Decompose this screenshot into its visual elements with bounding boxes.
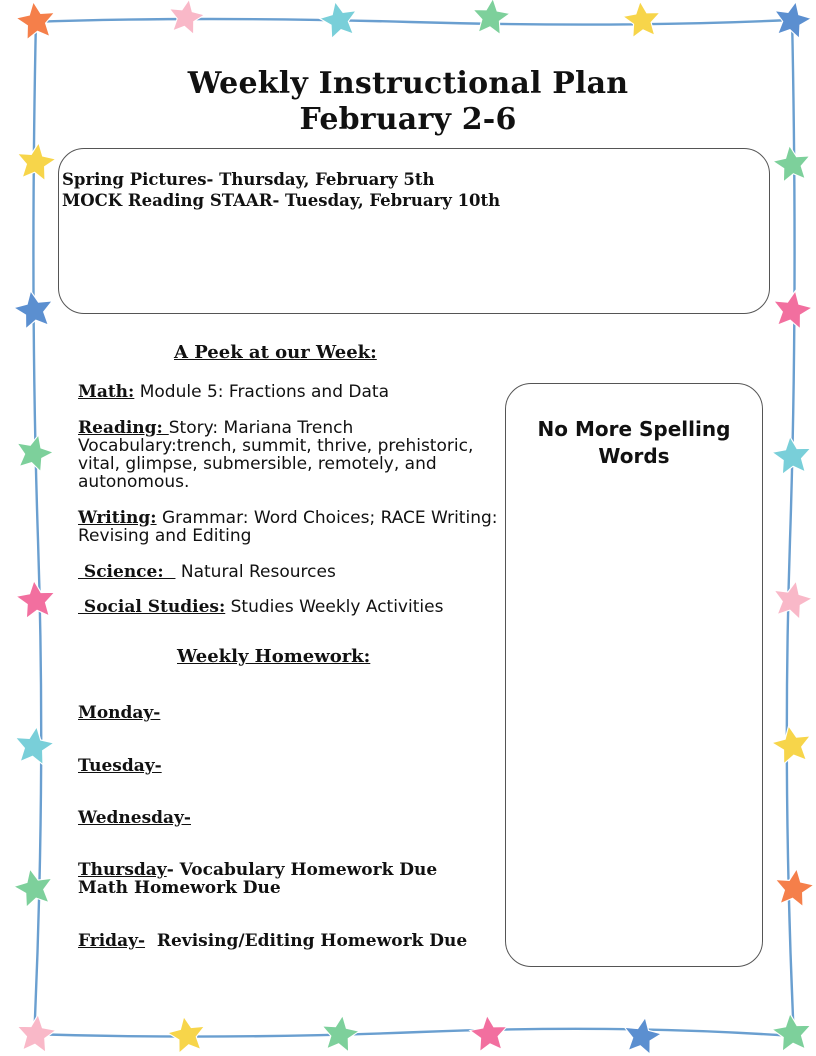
- spelling-title: [505, 416, 763, 470]
- subject-social-studies: [78, 598, 498, 616]
- day-text: - Vocabulary Homework Due: [166, 860, 438, 880]
- spelling-title-line2: Words: [598, 444, 670, 468]
- border-line-top: [30, 19, 790, 25]
- star-icon: [771, 1012, 814, 1053]
- star-icon: [15, 579, 58, 620]
- subject-label: Math:: [78, 382, 135, 402]
- star-icon: [772, 866, 816, 908]
- star-icon: [771, 143, 813, 183]
- subject-text: Natural Resources: [175, 562, 336, 582]
- star-icon: [770, 287, 815, 330]
- spelling-title-line1: No More Spelling: [537, 417, 731, 441]
- homework-thursday: [78, 861, 437, 897]
- star-icon: [14, 0, 58, 41]
- homework-heading: Weekly Homework:: [177, 646, 371, 667]
- star-icon: [319, 1013, 361, 1053]
- star-icon: [11, 287, 56, 330]
- subject-math: [78, 383, 498, 401]
- subject-text: Studies Weekly Activities: [225, 597, 444, 617]
- homework-tuesday: [78, 757, 162, 775]
- border-line-bottom: [28, 1029, 792, 1037]
- subject-text: Story: Mariana Trench Vocabulary:trench, summit, thrive, prehistoric, vital, glimpse, submersible, remotely, and autonomous.: [78, 418, 474, 492]
- peek-heading: A Peek at our Week:: [174, 342, 377, 363]
- subject-text: Grammar: Word Choices; RACE Writing: Revising and Editing: [78, 508, 498, 546]
- subject-reading: [78, 419, 498, 491]
- subject-writing: [78, 509, 498, 545]
- homework-friday: [78, 932, 467, 950]
- star-icon: [771, 435, 814, 476]
- star-icon: [471, 0, 512, 35]
- star-icon: [166, 0, 207, 36]
- star-icon: [15, 1013, 58, 1054]
- announcement-item: MOCK Reading STAAR- Tuesday, February 10th: [62, 191, 501, 210]
- spelling-box: [505, 383, 763, 967]
- page-subtitle-dates: February 2-6: [299, 102, 517, 137]
- day-text-line2: Math Homework Due: [78, 878, 281, 898]
- subject-label: Reading:: [78, 418, 169, 438]
- star-icon: [621, 0, 662, 38]
- day-label: Friday-: [78, 931, 146, 951]
- star-icon: [468, 1013, 509, 1052]
- subject-label: Social Studies:: [78, 597, 226, 617]
- page-title: Weekly Instructional Plan: [187, 66, 629, 101]
- border-line-right: [787, 16, 795, 1040]
- day-label: Wednesday-: [78, 808, 191, 828]
- subject-label: Science:: [78, 562, 176, 582]
- star-icon: [14, 140, 58, 182]
- star-icon: [12, 430, 57, 473]
- star-icon: [12, 724, 56, 766]
- homework-monday: [78, 704, 160, 722]
- star-icon: [11, 865, 57, 909]
- day-text: Revising/Editing Homework Due: [145, 931, 468, 951]
- star-icon: [621, 1014, 664, 1055]
- subject-science: [78, 563, 498, 581]
- day-label: Thursday: [78, 860, 167, 880]
- star-icon: [769, 722, 814, 765]
- subject-text: Module 5: Fractions and Data: [134, 382, 389, 402]
- star-icon: [769, 577, 815, 621]
- homework-wednesday: [78, 809, 191, 827]
- border-line-left: [33, 18, 41, 1040]
- star-icon: [165, 1013, 208, 1054]
- star-icon: [317, 0, 361, 40]
- day-label: Monday-: [78, 703, 161, 723]
- announcement-item: Spring Pictures- Thursday, February 5th: [62, 170, 435, 189]
- subject-label: Writing:: [78, 508, 157, 528]
- star-icon: [770, 0, 814, 40]
- day-label: Tuesday-: [78, 756, 162, 776]
